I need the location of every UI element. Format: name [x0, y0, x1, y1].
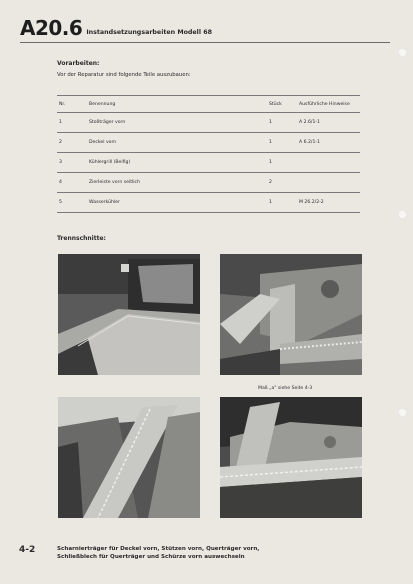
cell-ref: [297, 173, 360, 193]
page-number: 4-2: [19, 545, 36, 555]
footer-line-1: Scharnierträger für Deckel vorn, Stützen vorn, Querträger vorn,: [57, 546, 260, 552]
trennschnitte-heading: Trennschnitte:: [57, 235, 106, 242]
cell-nr: 1: [59, 120, 62, 125]
table-row: [57, 133, 360, 153]
table-header-row: [57, 96, 360, 113]
photo-cut-front-left: [58, 254, 200, 375]
cell-nr: 3: [59, 160, 62, 165]
punch-hole-top: [398, 48, 407, 57]
table-row: [57, 193, 360, 213]
header-rule: [20, 42, 390, 43]
photo-cut-bracket-left: [58, 397, 200, 518]
parts-table: [57, 95, 360, 213]
cell-qty: 1: [269, 200, 272, 205]
page-header: [20, 18, 212, 38]
vorarbeiten-intro: Vor der Reparatur sind folgende Teile auszubauen:: [57, 72, 191, 78]
cell-qty: 2: [269, 180, 272, 185]
punch-hole-bottom: [398, 408, 407, 417]
cell-name: Zierleiste vorn seitlich: [89, 180, 140, 185]
cell-ref: [297, 153, 360, 173]
cell-name: Deckel vorn: [89, 140, 117, 145]
cell-qty: 1: [269, 120, 272, 125]
cell-name: Wasserkühler: [89, 200, 120, 205]
cell-ref: A 2.6/1-1: [299, 120, 320, 125]
cell-name: Kühlergrill (Beifig): [89, 160, 131, 165]
cell-nr: 2: [59, 140, 62, 145]
cell-nr: 4: [59, 180, 62, 185]
header-title: Instandsetzungsarbeiten Modell 68: [86, 29, 212, 36]
section-code: A20.6: [20, 16, 83, 40]
photo-cut-front-right: [220, 254, 362, 375]
photo-cut-bracket-right: [220, 397, 362, 518]
cell-nr: 5: [59, 200, 62, 205]
cell-name: Stoßträger vorn: [89, 120, 126, 125]
footer-line-2: Schließblech für Querträger und Schürze vorn auswechseln: [57, 554, 245, 560]
col-header-name: Benennung: [89, 101, 116, 107]
col-header-qty: Stück: [269, 101, 282, 107]
cell-ref: M 26.2/2-2: [299, 200, 324, 205]
vorarbeiten-heading: Vorarbeiten:: [57, 60, 100, 67]
cell-ref: A 6.2/1-1: [299, 140, 320, 145]
footer-title: [57, 545, 387, 561]
table-row: [57, 153, 360, 173]
cell-qty: 1: [269, 140, 272, 145]
cell-qty: 1: [269, 160, 272, 165]
measurement-caption: Maß „a" siehe Seite 4-3: [258, 386, 313, 391]
punch-hole-middle: [398, 210, 407, 219]
col-header-ref: Ausführliche Hinweise: [299, 101, 350, 107]
col-header-nr: Nr.: [59, 101, 66, 107]
table-row: [57, 173, 360, 193]
table-row: [57, 113, 360, 133]
